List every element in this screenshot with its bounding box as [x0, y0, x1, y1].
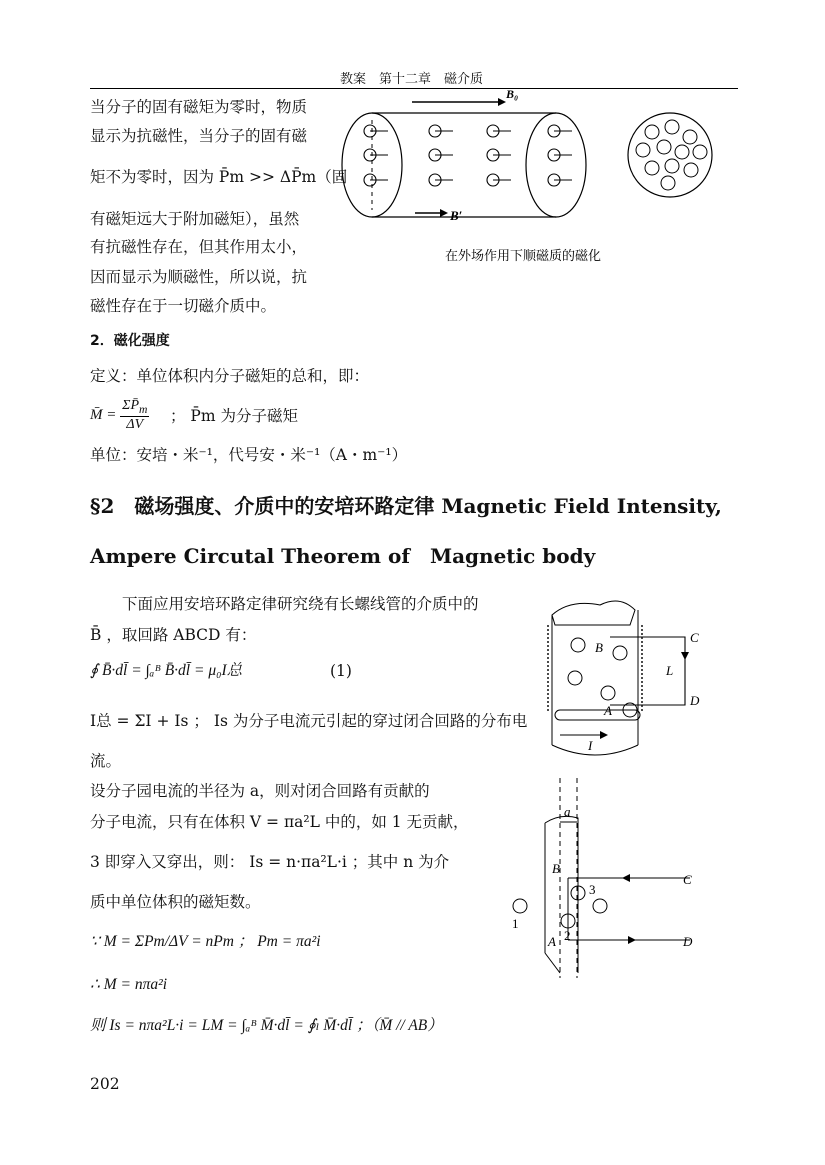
fig3-label-d: D — [683, 934, 693, 949]
fig3-label-a-point: A — [548, 934, 556, 949]
header-rule — [90, 88, 738, 89]
equation-3: ∴ M = nπa²i — [90, 976, 168, 993]
intro-line-1: 当分子的固有磁矩为零时，物质 — [90, 98, 308, 116]
definition-text: 定义：单位体积内分子磁矩的总和，即： — [90, 367, 370, 385]
fig3-label-a: a — [564, 804, 571, 819]
figure-paramagnet — [330, 90, 730, 270]
p3-line-1: 设分子园电流的半径为 a，则对闭合回路有贡献的 — [90, 782, 430, 800]
formula-magnetization: M̄ = $\frac{\Sigma P̄_m}{\Delta V}$ — [90, 398, 148, 432]
equation-2: ∵ M = ΣPm/ΔV = nPm ； Pm = πa²i — [90, 933, 321, 950]
fig3-label-3: 3 — [589, 882, 596, 897]
equation-1-number: (1) — [330, 662, 352, 680]
fig2-label-d: D — [690, 693, 700, 708]
section-heading: 2．磁化强度 — [90, 333, 170, 349]
p3-line-2: 分子电流，只有在体积 V = πa²L 中的，如 1 无贡献， — [90, 813, 469, 831]
fig3-label-1: 1 — [512, 916, 519, 931]
label-bprime: B′ — [450, 208, 463, 223]
fig2-label-a: A — [604, 703, 612, 718]
unit-text: 单位：安培・米⁻¹，代号安・米⁻¹（A・m⁻¹） — [90, 446, 408, 464]
fig3-label-b: B — [552, 861, 560, 876]
page-number: 202 — [90, 1075, 120, 1093]
equation-4: 则 Is = nπa²L·i = LM = ∫ₐᴮ M̄·dl̄ = ∮ₗ M̄·dl̄ ；（M̄ // AB） — [90, 1017, 443, 1034]
intro-line-2: 显示为抗磁性，当分子的固有磁 — [90, 127, 308, 145]
p3-line-4: 质中单位体积的磁矩数。 — [90, 893, 261, 911]
chapter-heading-line-2: Ampere Circutal Theorem of Magnetic body — [90, 544, 596, 568]
figure1-caption: 在外场作用下顺磁质的磁化 — [445, 248, 602, 263]
p3-line-3: 3 即穿入又穿出，则： Is = n·πa²L·i ；其中 n 为介 — [90, 853, 450, 871]
p2-line-2: 流。 — [90, 752, 122, 770]
p1-line-1: 下面应用安培环路定律研究绕有长螺线管的介质中的 — [122, 595, 479, 613]
intro-line-3: 矩不为零时，因为 P̄m >> ΔP̄m（固 — [90, 168, 348, 186]
fig3-label-2: 2 — [564, 928, 571, 943]
fig2-label-l: L — [666, 663, 674, 678]
figure-molecular-currents — [500, 778, 715, 988]
chapter-heading-line-1: §2 磁场强度、介质中的安培环路定律 Magnetic Field Intensity, — [90, 494, 722, 518]
equation-1: ∮ B̄·dl̄ = ∫ₐᴮ B̄·dl̄ = μ₀I总 — [90, 662, 243, 679]
p2-line-1: I总 = ΣI + Is ； Is 为分子电流元引起的穿过闭合回路的分布电 — [90, 712, 528, 730]
intro-line-6: 因而显示为顺磁性，所以说，抗 — [90, 268, 308, 286]
label-b0: B₀ — [506, 90, 519, 101]
formula-note: ； P̄m 为分子磁矩 — [170, 407, 298, 425]
fig3-label-c: C — [683, 872, 692, 887]
intro-line-5: 有抗磁性存在，但其作用太小， — [90, 238, 308, 256]
fig2-label-b: B — [595, 640, 603, 655]
intro-line-4: 有磁矩远大于附加磁矩），虽然 — [90, 210, 300, 228]
fig2-label-c: C — [690, 630, 699, 645]
figure-solenoid-loop — [540, 595, 720, 770]
intro-line-7: 磁性存在于一切磁介质中。 — [90, 297, 277, 315]
running-header: 教案 第十二章 磁介质 — [340, 72, 484, 87]
p1-line-2: B̄ ，取回路 ABCD 有： — [90, 626, 257, 644]
fig2-label-i: I — [588, 738, 593, 753]
